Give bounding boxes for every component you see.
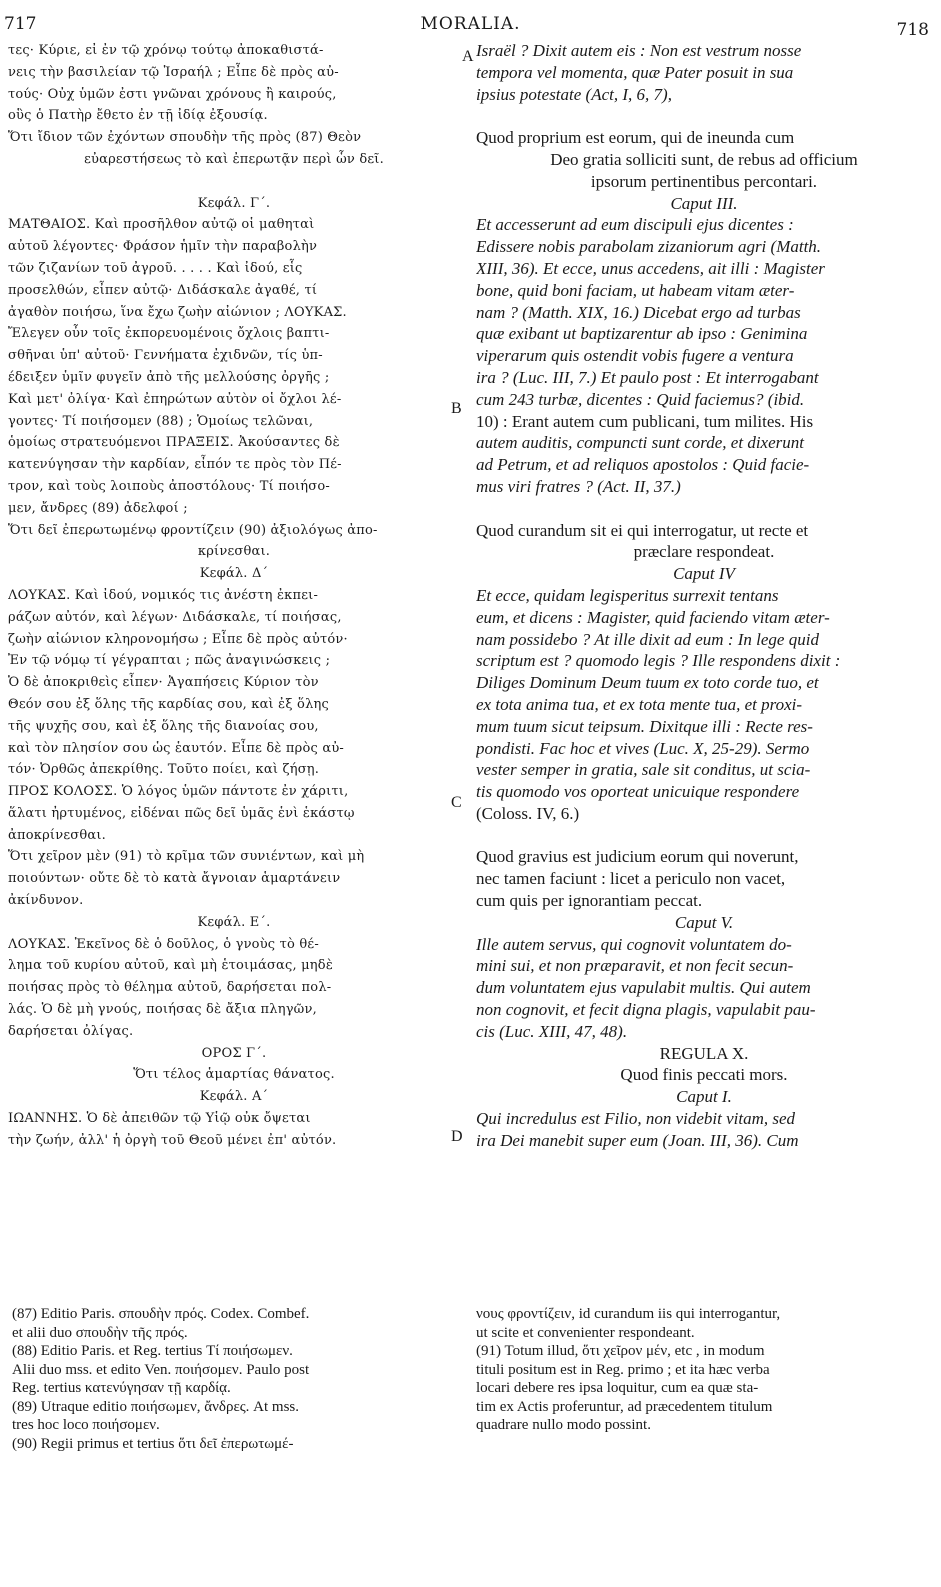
greek-text-line: ποιήσας πρὸς τὸ θέλημα αὐτοῦ, δαρήσεται πολ- [8, 980, 332, 996]
page-number-left: 717 [4, 14, 37, 34]
greek-text-line: κατενύγησαν τὴν καρδίαν, εἶπόν τε πρὸς τὸν Πέ- [8, 457, 342, 473]
latin-text-line: 10) : Erant autem cum publicani, tum milites. His [476, 411, 814, 431]
latin-text-line: nec tamen faciunt : licet a periculo non vacet, [476, 869, 786, 889]
latin-text-line: Et accesserunt ad eum discipuli ejus dicentes : [476, 215, 794, 235]
latin-text-line: ex tota anima tua, et ex tota mente tua, et proxi- [476, 694, 803, 714]
greek-text-line: λάς. Ὁ δὲ μὴ γνούς, ποιήσας δὲ ἄξια πληγῶν, [8, 1002, 317, 1018]
latin-text-line: ipsius potestate (Act, I, 6, 7), [476, 84, 672, 104]
latin-text-line: non cognovit, et fecit digna plagis, vapulabit pau- [476, 1000, 816, 1020]
greek-text-spacer [8, 171, 460, 193]
footnote-line: νους φροντίζειν, id curandum iis qui interrogantur, [476, 1306, 781, 1322]
greek-text-line: σθῆναι ὑπ' αὐτοῦ· Γεννήματα ἐχιδνῶν, τίς ὑπ- [8, 348, 323, 364]
running-title: MORALIA. [420, 14, 521, 34]
greek-text-line: ἅλατι ἠρτυμένος, εἰδέναι πῶς δεῖ ὑμᾶς ἑνὶ ἑκάστῳ [8, 805, 355, 821]
greek-text-line: Κεφάλ. Ε΄. [197, 914, 271, 930]
greek-text-line: Ὅτι δεῖ ἐπερωτωμένῳ φροντίζειν (90) ἀξιολόγως ἀπο- [8, 522, 378, 538]
greek-text-line: Ἔλεγεν οὖν τοῖς ἐκπορευομένοις ὄχλοις βαπτι- [8, 326, 330, 342]
latin-text-spacer [476, 825, 932, 847]
greek-text-line: ἀκίνδυνον. [8, 893, 84, 909]
latin-text-line: Deo gratia solliciti sunt, de rebus ad officium [550, 149, 858, 169]
latin-text-spacer [476, 105, 932, 127]
footnote-line: locari debere res ipsa loquitur, cum ea quæ sta- [476, 1380, 759, 1396]
greek-text-line: κρίνεσθαι. [197, 544, 271, 560]
greek-text-line: τὴν ζωήν, ἀλλ' ἡ ὀργὴ τοῦ Θεοῦ μένει ἐπ' αὐτόν. [8, 1132, 337, 1148]
latin-text-line: nam ? (Matth. XIX, 16.) Dicebat ergo ad turbas [476, 302, 801, 322]
footnote-line: quadrare nullo modo possint. [476, 1417, 651, 1433]
latin-text-line: pondisti. Fac hoc et vives (Luc. X, 25-29). Sermo [476, 738, 810, 758]
greek-text-line: μεν, ἄνδρες (89) ἀδελφοί ; [8, 500, 188, 516]
greek-text-line: Ὅτι ἴδιον τῶν ἐχόντων σπουδὴν τῆς πρὸς (87) Θεὸν [8, 130, 362, 146]
greek-text-line: Ὁ δὲ ἀποκριθεὶς εἶπεν· Ἀγαπήσεις Κύριον τὸν [8, 675, 319, 691]
footnote-line: Alii duo mss. et edito Ven. ποιήσομεν. Paulo post [12, 1361, 310, 1378]
greek-text-line: Καὶ μετ' ὀλίγα· Καὶ ἐπηρώτων αὐτὸν οἱ ὄχλοι λέ- [8, 391, 342, 407]
greek-text-line: ράζων αὐτόν, καὶ λέγων· Διδάσκαλε, τί ποιήσας, [8, 609, 342, 625]
greek-text-line: τῶν ζιζανίων τοῦ ἀγροῦ. . . . . Καὶ ἰδού, εἷς [8, 260, 303, 276]
latin-text-line: vester semper in gratia, sale sit conditus, ut scia- [476, 760, 811, 780]
latin-text-line: Quod finis peccati mors. [620, 1065, 788, 1085]
latin-text-line: autem auditis, compuncti sunt corde, et dixerunt [476, 433, 804, 453]
greek-text-line: καὶ τὸν πλησίον σου ὡς ἑαυτόν. Εἶπε δὲ πρὸς αὐ- [8, 740, 345, 756]
latin-text-line: viperarum quis ostendit vobis fugere a ventura [476, 346, 794, 366]
latin-text-line: ad Petrum, et ad reliquos apostolos : Quid facie- [476, 455, 810, 475]
latin-text-line: cum 243 turbæ, dicentes : Quid faciemus? (ibid. [476, 389, 805, 409]
greek-text-line: ΜΑΤΘΑΙΟΣ. Καὶ προσῆλθον αὐτῷ οἱ μαθηταὶ [8, 217, 315, 233]
latin-text-line: Quod curandum sit ei qui interrogatur, ut recte et [476, 520, 809, 540]
margin-letter-d: D [451, 1128, 463, 1145]
greek-text-line: ΠΡΟΣ ΚΟΛΟΣΣ. Ὁ λόγος ὑμῶν πάντοτε ἐν χάριτι, [8, 784, 349, 800]
latin-text-line: Quod proprium est eorum, qui de ineunda cum [476, 128, 795, 148]
latin-text-line: dum voluntatem ejus vapulabit multis. Qui autem [476, 978, 811, 998]
greek-text-line: Θεόν σου ἐξ ὅλης τῆς καρδίας σου, καὶ ἐξ ὅλης [8, 696, 329, 712]
latin-text-line: eum, et dicens : Magister, quid faciendo vitam æter- [476, 607, 830, 627]
latin-text-line: (Coloss. IV, 6.) [476, 803, 580, 823]
latin-text-line: Qui incredulus est Filio, non videbit vitam, sed [476, 1109, 796, 1129]
latin-text-line: scriptum est ? quomodo legis ? Ille respondens dixit : [476, 651, 841, 671]
latin-text-line: Caput I. [676, 1087, 732, 1107]
greek-text-line: Κεφάλ. Α΄ [199, 1089, 269, 1105]
greek-text-line: Ὅτι χεῖρον μὲν (91) τὸ κρῖμα τῶν συνιέντων, καὶ μὴ [8, 849, 365, 865]
margin-letter-a: A [462, 48, 474, 65]
greek-text-line: αὐτοῦ λέγοντες· Φράσον ἡμῖν τὴν παραβολὴν [8, 239, 318, 255]
greek-text-line: γοντες· Τί ποιήσομεν (88) ; Ὁμοίως τελῶναι, [8, 413, 314, 429]
greek-text-line: τόν· Ὀρθῶς ἀπεκρίθης. Τοῦτο ποίει, καὶ ζήσῃ. [8, 762, 320, 778]
greek-text-line: ζωὴν αἰώνιον κληρονομήσω ; Εἶπε δὲ πρὸς αὐτόν· [8, 631, 348, 647]
latin-text-line: mini sui, et non præparavit, et non fecit secun- [476, 956, 794, 976]
latin-text-line: Et ecce, quidam legisperitus surrexit tentans [476, 585, 779, 605]
footnote-line: et alii duo σπουδὴν τῆς πρός. [12, 1324, 188, 1341]
footnote-line: (88) Editio Paris. et Reg. tertius Τί ποιήσωμεν. [12, 1343, 293, 1359]
greek-text-line: Ἐν τῷ νόμῳ τί γέγραπται ; πῶς ἀναγινώσκεις ; [8, 653, 331, 669]
latin-text-line: Diliges Dominum Deum tuum ex toto corde tuo, et [476, 673, 819, 693]
latin-text-line: mum tuum sicut teipsum. Dixitque illi : Recte res- [476, 716, 813, 736]
footnote-line: tituli positum est in Reg. primo ; et ita hæc verba [476, 1361, 770, 1378]
footnote-line: (89) Utraque editio ποιήσωμεν, ἄνδρες. At mss. [12, 1398, 300, 1415]
greek-text-line: νεις τὴν βασιλείαν τῷ Ἰσραήλ ; Εἶπε δὲ πρὸς αὐ- [8, 64, 339, 80]
latin-text-line: nam possidebo ? At ille dixit ad eum : In lege quid [476, 629, 819, 649]
greek-column [8, 40, 460, 1152]
footnote-line: tres hoc loco ποιήσομεν. [12, 1417, 160, 1433]
greek-text-line: Κεφάλ. Γ΄. [197, 195, 271, 211]
latin-text-line: bone, quid boni faciam, ut habeam vitam æter- [476, 280, 795, 300]
latin-text-line: ipsorum pertinentibus percontari. [590, 171, 818, 191]
greek-text-line: τῆς ψυχῆς σου, καὶ ἐξ ὅλης τῆς διανοίας σου, [8, 718, 319, 734]
latin-text-line: XIII, 36). Et ecce, unus accedens, ait illi : Magister [476, 258, 825, 278]
latin-text-line: quæ exibant ut baptizarentur ab ipso : Genimina [476, 324, 808, 344]
greek-text-line: προσελθών, εἶπεν αὐτῷ· Διδάσκαλε ἀγαθέ, τί [8, 282, 318, 298]
latin-text-line: Quod gravius est judicium eorum qui noverunt, [476, 847, 799, 867]
margin-letter-c: C [451, 794, 462, 811]
greek-text-line: ΟΡΟΣ Γ΄. [201, 1045, 267, 1061]
greek-text-line: τούς· Οὐχ ὑμῶν ἐστι γνῶναι χρόνους ἢ καιρούς, [8, 86, 337, 102]
latin-text-line: Caput III. [670, 193, 738, 213]
latin-text-line: Ille autem servus, qui cognovit voluntatem do- [476, 934, 792, 954]
margin-letter-b: B [451, 400, 462, 417]
greek-text-line: ΙΩΑΝΝΗΣ. Ὁ δὲ ἀπειθῶν τῷ Υἱῷ οὐκ ὄψεται [8, 1111, 311, 1127]
latin-text-line: tis quomodo vos oporteat unicuique respondere [476, 782, 800, 802]
greek-text-line: λημα τοῦ κυρίου αὐτοῦ, καὶ μὴ ἑτοιμάσας, μηδὲ [8, 958, 333, 974]
page-header [0, 14, 941, 40]
footnotes-right [476, 1305, 932, 1435]
greek-text-line: ὁμοίως στρατευόμενοι ΠΡΑΞΕΙΣ. Ἀκούσαντες δὲ [8, 435, 340, 451]
latin-text-line: cum quis per ignorantiam peccat. [476, 891, 703, 911]
latin-text-line: mus viri fratres ? (Act. II, 37.) [476, 476, 681, 496]
footnote-line: ut scite et convenienter respondeant. [476, 1324, 695, 1341]
latin-text-spacer [476, 498, 932, 520]
greek-text-line: Ὅτι τέλος ἁμαρτίας θάνατος. [133, 1067, 335, 1083]
latin-text-line: Caput IV [673, 564, 735, 584]
greek-text-line: τες· Κύριε, εἰ ἐν τῷ χρόνῳ τούτῳ ἀποκαθιστά- [8, 43, 324, 58]
greek-text-line: οὓς ὁ Πατὴρ ἔθετο ἐν τῇ ἰδίᾳ ἐξουσίᾳ. [8, 108, 268, 124]
greek-text-line: ΛΟΥΚΑΣ. Καὶ ἰδού, νομικός τις ἀνέστη ἐκπει- [8, 587, 319, 603]
latin-text-line: cis (Luc. XIII, 47, 48). [476, 1021, 628, 1041]
latin-text-line: Israël ? Dixit autem eis : Non est vestrum nosse [476, 41, 802, 60]
latin-text-line: præclare respondeat. [633, 542, 775, 562]
footnote-line: Reg. tertius κατενύγησαν τῇ καρδίᾳ. [12, 1380, 231, 1396]
latin-text-line: REGULA X. [659, 1043, 749, 1063]
greek-text-line: δαρήσεται ὀλίγας. [8, 1023, 134, 1039]
footnote-line: tim ex Actis proferuntur, ad præcedentem titulum [476, 1398, 773, 1415]
latin-text-line: ira ? (Luc. III, 7.) Et paulo post : Et interrogabant [476, 367, 819, 387]
greek-text-line: ἀγαθὸν ποιήσω, ἵνα ἔχω ζωὴν αἰώνιον ; ΛΟΥΚΑΣ. [8, 304, 347, 320]
greek-text-line: ἀποκρίνεσθαι. [8, 827, 106, 843]
latin-column [476, 40, 932, 1152]
latin-text-line: tempora vel momenta, quæ Pater posuit in sua [476, 62, 794, 82]
greek-text-line: εὐαρεστήσεως τὸ καὶ ἐπερωτᾷν περὶ ὧν δεῖ. [84, 151, 384, 167]
footnote-line: (91) Totum illud, ὅτι χεῖρον μέν, etc , in modum [476, 1343, 765, 1359]
greek-text-line: Κεφάλ. Δ΄ [199, 566, 269, 582]
latin-text-line: Caput V. [674, 912, 734, 932]
greek-text-line: ποιούντων· οὔτε δὲ τὸ κατὰ ἄγνοιαν ἁμαρτάνειν [8, 871, 341, 887]
latin-text-line: Edissere nobis parabolam zizaniorum agri (Matth. [476, 237, 822, 257]
footnote-line: (90) Regii primus et tertius ὅτι δεῖ ἐπερωτωμέ- [12, 1435, 294, 1452]
greek-text-line: τρον, καὶ τοὺς λοιποὺς ἀποστόλους· Τί ποιήσο- [8, 478, 330, 494]
latin-text-line: ira Dei manebit super eum (Joan. III, 36). Cum [476, 1130, 799, 1150]
footnotes-left [12, 1305, 460, 1453]
greek-text-line: ΛΟΥΚΑΣ. Ἐκεῖνος δὲ ὁ δοῦλος, ὁ γνοὺς τὸ θέ- [8, 936, 319, 952]
page-number-right: 718 [896, 20, 929, 40]
footnote-line: (87) Editio Paris. σπουδὴν πρός. Codex. Combef. [12, 1306, 310, 1322]
greek-text-line: έδειξεν ὑμῖν φυγεῖν ἀπὸ τῆς μελλούσης ὀργῆς ; [8, 369, 330, 385]
